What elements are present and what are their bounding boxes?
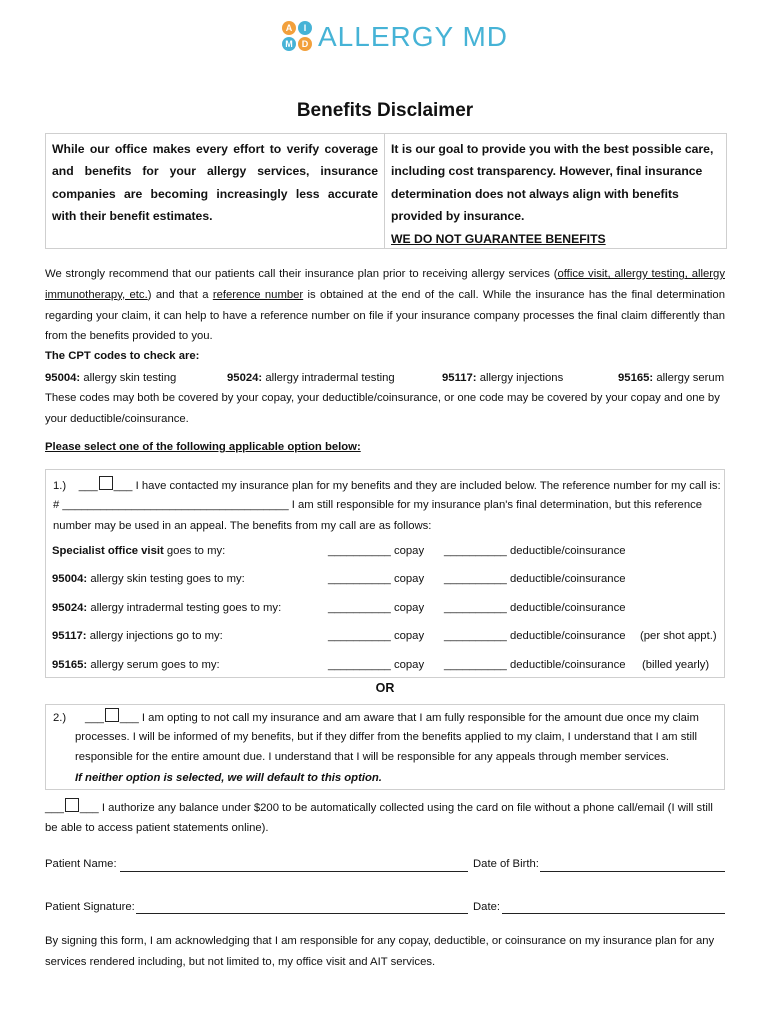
logo-letter: I bbox=[298, 21, 312, 35]
patient-name-label: Patient Name: bbox=[45, 858, 117, 870]
option-1-line-2 bbox=[53, 495, 717, 515]
blank: ___ bbox=[119, 712, 139, 724]
benefit-label-bold: 95117: bbox=[52, 630, 87, 642]
cpt-code-item bbox=[227, 368, 395, 388]
blank: ___ bbox=[45, 802, 64, 814]
blank: ___ bbox=[78, 480, 98, 492]
option-2-line-1 bbox=[53, 708, 717, 728]
cpt-code: 95117: bbox=[442, 372, 477, 384]
option-1-line-3: number may be used in an appeal. The benefits from my call are as follows: bbox=[53, 520, 432, 532]
intro-text: We strongly recommend that our patients call their insurance plan prior to receiving allergy services ( bbox=[45, 268, 558, 280]
benefit-label-rest: goes to my: bbox=[163, 545, 226, 557]
services-link: office visit, allergy testing, allergy immunotherapy, etc. bbox=[45, 268, 725, 301]
copay-field[interactable]: __________ copay bbox=[328, 573, 425, 585]
deductible-field[interactable]: __________ deductible/coinsurance bbox=[444, 602, 626, 614]
option-1-text: I am still responsible for my insurance plan's final determination, but this reference bbox=[288, 499, 703, 511]
benefit-label bbox=[52, 630, 223, 642]
authorize-line-1 bbox=[45, 798, 713, 818]
option-number: 1.) bbox=[53, 480, 67, 492]
logo-text: ALLERGY MD bbox=[318, 21, 508, 52]
copay-field[interactable]: __________ copay bbox=[328, 602, 425, 614]
reference-number-link: reference number bbox=[212, 288, 304, 301]
logo-mark-icon bbox=[282, 21, 314, 53]
copay-field[interactable]: __________ copay bbox=[328, 659, 425, 671]
option-2-line-3: responsible for the entire amount due. I understand that I will be responsible for any appeals through member services. bbox=[75, 751, 670, 763]
intro-text: is obtained at the end of the call. While the insurance has the final determination regarding your claim, it can help to have a reference number on file if your insurance company processes the final claim differently than from the benefits provided to you. bbox=[45, 288, 725, 343]
acknowledgment-paragraph: By signing this form, I am acknowledging that I am responsible for any copay, deductible, or coinsurance on my insurance plan for any services rendered including, but not limited to, my office visit and AIT services. bbox=[45, 935, 715, 968]
dob-label: Date of Birth: bbox=[473, 858, 539, 870]
cpt-code: 95165: bbox=[618, 372, 654, 384]
benefit-label bbox=[52, 573, 245, 585]
cpt-code-item bbox=[442, 368, 563, 388]
or-divider: OR bbox=[375, 681, 395, 695]
default-option-note: If neither option is selected, we will default to this option. bbox=[75, 772, 382, 784]
cpt-desc: allergy serum bbox=[653, 372, 725, 384]
benefit-note: (per shot appt.) bbox=[640, 630, 717, 642]
cpt-code: 95004: bbox=[45, 372, 81, 384]
cpt-code-item bbox=[45, 368, 176, 388]
select-heading: Please select one of the following applicable option below: bbox=[45, 441, 361, 453]
authorize-checkbox[interactable] bbox=[65, 798, 79, 812]
date-field[interactable] bbox=[502, 913, 725, 914]
cpt-note: These codes may both be covered by your copay, your deductible/coinsurance, or one code may be covered by your copay and one by your deductible/coinsurance. bbox=[45, 392, 720, 425]
disclaimer-right bbox=[385, 134, 726, 248]
logo-letter: A bbox=[282, 21, 296, 35]
benefit-label-rest: allergy injections go to my: bbox=[86, 630, 223, 642]
deductible-field[interactable]: __________ deductible/coinsurance bbox=[444, 630, 626, 642]
allergy-md-logo bbox=[282, 20, 508, 54]
benefit-label bbox=[52, 545, 225, 557]
deductible-field[interactable]: __________ deductible/coinsurance bbox=[444, 659, 626, 671]
signature-field[interactable] bbox=[136, 913, 468, 914]
reference-number-field[interactable]: # ____________________________________ bbox=[53, 499, 289, 511]
copay-field[interactable]: __________ copay bbox=[328, 545, 425, 557]
disclaimer-box bbox=[45, 133, 727, 249]
option-2-checkbox[interactable] bbox=[105, 708, 119, 722]
option-1-line-1 bbox=[53, 476, 721, 496]
deductible-field[interactable]: __________ deductible/coinsurance bbox=[444, 573, 626, 585]
copay-field[interactable]: __________ copay bbox=[328, 630, 425, 642]
logo-letter: D bbox=[298, 37, 312, 51]
cpt-desc: allergy intradermal testing bbox=[262, 372, 395, 384]
cpt-heading: The CPT codes to check are: bbox=[45, 350, 200, 362]
patient-name-field[interactable] bbox=[120, 871, 468, 872]
benefit-note: (billed yearly) bbox=[642, 659, 710, 671]
option-1-checkbox[interactable] bbox=[99, 476, 113, 490]
dob-field[interactable] bbox=[540, 871, 725, 872]
benefit-label bbox=[52, 659, 220, 671]
authorize-text: I authorize any balance under $200 to be automatically collected using the card on file without a phone call/email (I will still bbox=[98, 802, 713, 814]
benefit-label-bold: 95004: bbox=[52, 573, 88, 585]
benefit-label-rest: allergy intradermal testing goes to my: bbox=[87, 602, 282, 614]
benefit-label-bold: 95024: bbox=[52, 602, 88, 614]
page-title: Benefits Disclaimer bbox=[296, 100, 474, 121]
option-2-text: I am opting to not call my insurance and am aware that I am fully responsible for the amount due once my claim bbox=[138, 712, 699, 724]
blank: ___ bbox=[85, 712, 104, 724]
benefit-label-rest: allergy serum goes to my: bbox=[87, 659, 220, 671]
cpt-code: 95024: bbox=[227, 372, 263, 384]
benefit-label-bold: Specialist office visit bbox=[52, 545, 164, 557]
disclaimer-left: While our office makes every effort to verify coverage and benefits for your allergy services, insurance companies are becoming increasingly less accurate with their benefit estimates. bbox=[46, 134, 385, 248]
deductible-field[interactable]: __________ deductible/coinsurance bbox=[444, 545, 626, 557]
blank: ___ bbox=[79, 802, 99, 814]
blank: ___ bbox=[113, 480, 133, 492]
option-number: 2.) bbox=[53, 712, 67, 724]
benefit-label-rest: allergy skin testing goes to my: bbox=[87, 573, 245, 585]
guarantee-notice: WE DO NOT GUARANTEE BENEFITS bbox=[391, 231, 606, 246]
authorize-line-2: be able to access patient statements online). bbox=[45, 822, 269, 834]
signature-label: Patient Signature: bbox=[45, 901, 135, 913]
cpt-desc: allergy injections bbox=[476, 372, 564, 384]
logo-letter: M bbox=[282, 37, 296, 51]
option-1-text: I have contacted my insurance plan for my benefits and they are included below. The reference number for my call is: bbox=[132, 480, 721, 492]
cpt-desc: allergy skin testing bbox=[80, 372, 177, 384]
intro-text: ) and that a bbox=[147, 288, 213, 301]
benefit-label bbox=[52, 602, 281, 614]
benefit-label-bold: 95165: bbox=[52, 659, 88, 671]
cpt-code-item bbox=[618, 368, 724, 388]
disclaimer-right-text: It is our goal to provide you with the best possible care, including cost transparency. However, final insurance determination does not always align with benefits provided by insurance. bbox=[391, 142, 714, 224]
intro-paragraph bbox=[45, 264, 725, 347]
date-label: Date: bbox=[473, 901, 501, 913]
option-2-line-2: processes. I will be informed of my benefits, but if they differ from the benefits applied to my claim, I understand that I am still bbox=[75, 731, 698, 743]
